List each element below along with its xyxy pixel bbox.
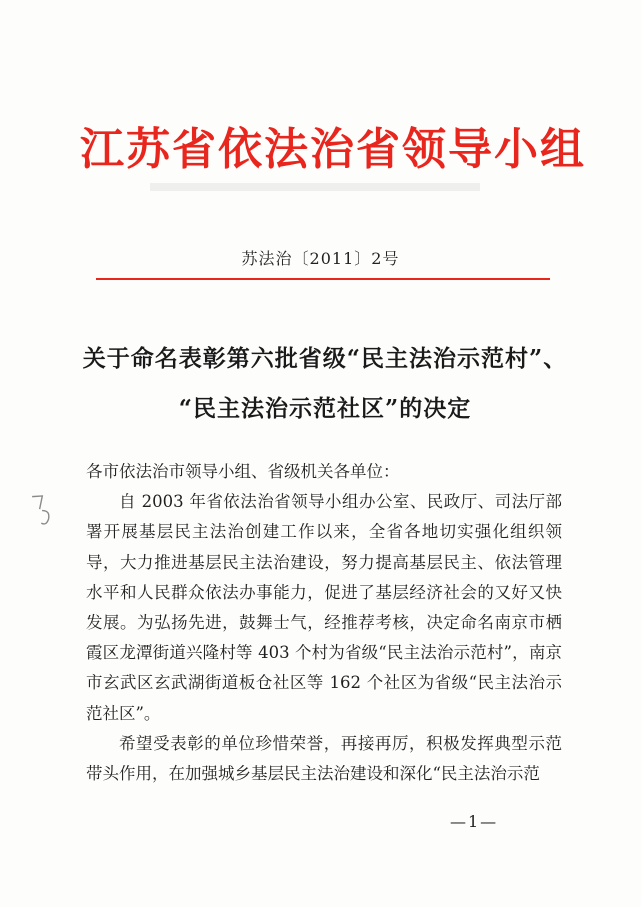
handwritten-mark	[27, 488, 61, 533]
page-number: —1—	[450, 812, 499, 831]
document-body	[86, 457, 562, 789]
document-number: 苏法治〔2011〕2号	[241, 249, 400, 268]
salutation: 各市依法治市领导小组、省级机关各单位：	[86, 462, 400, 481]
issuing-organization-title: 江苏省依法治省领导小组	[80, 124, 586, 175]
document-title-line-1: 关于命名表彰第六批省级“民主法治示范村”、	[82, 345, 568, 372]
document-title-line-2: “民主法治示范社区”的决定	[178, 395, 472, 422]
bleed-through-marks	[150, 180, 480, 194]
body-paragraph-1: 自 2003 年省依法治省领导小组办公室、民政厅、司法厅部署开展基层民主法治创建工作以来，全省各地切实强化组织领导，大力推进基层民主法治建设，努力提高基层民主、依法管理水平和人民群众依法办事能力，促进了基层经济社会的又好又快发展。为弘扬先进，鼓舞士气，经推荐考核，决定命名南京市栖霞区龙潭街道兴隆村等 403 个村为省级“民主法治示范村”，南京市玄武区玄武湖街道板仓社区等 162 个社区为省级“民主法治示范社区”。	[86, 492, 562, 723]
red-divider-line	[96, 278, 550, 280]
body-paragraph-2: 希望受表彰的单位珍惜荣誉，再接再厉，积极发挥典型示范带头作用，在加强城乡基层民主法治建设和深化“民主法治示范	[86, 733, 562, 784]
